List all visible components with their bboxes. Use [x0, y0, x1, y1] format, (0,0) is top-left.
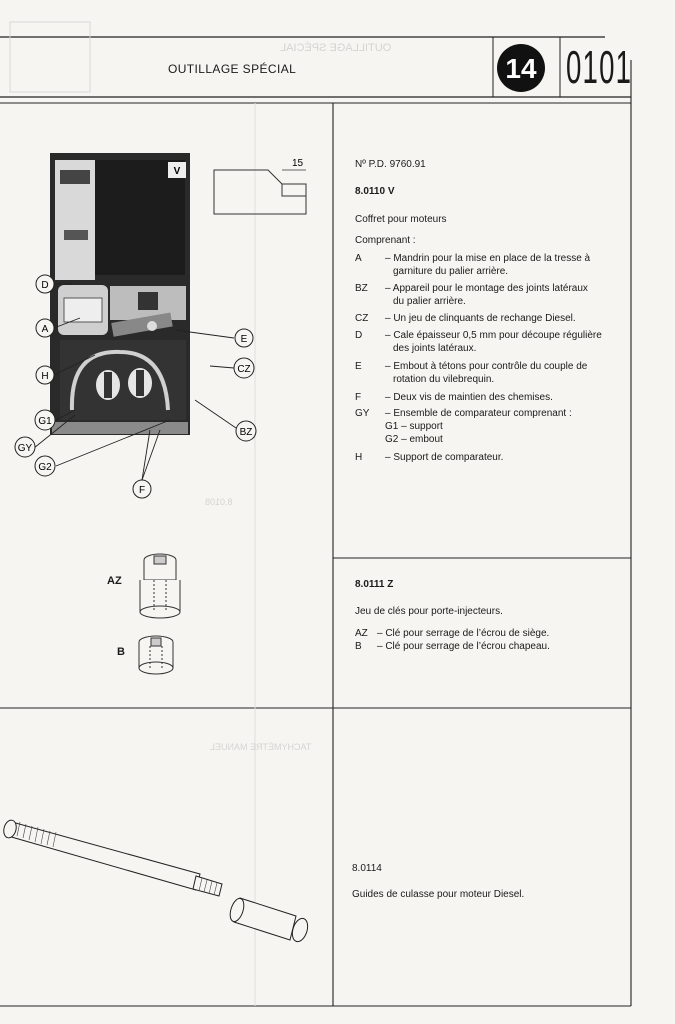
list-item-az: AZ – Clé pour serrage de l’écrou de siège.: [355, 628, 550, 639]
tool-case-illustration: [0, 0, 333, 1006]
case-label: V: [173, 166, 181, 177]
section-3-code: 8.0114: [352, 863, 382, 874]
list-item-b: B – Clé pour serrage de l’écrou chapeau.: [355, 641, 550, 652]
reference-number: Nº P.D. 9760.91: [355, 159, 426, 170]
section-1-code: 8.0110 V: [355, 186, 395, 197]
callout-gy: GY: [17, 443, 33, 454]
bleed-through-title: OUTILLAGE SPÉCIAL: [280, 42, 392, 54]
callout-e: E: [240, 334, 248, 345]
tool-label-b: B: [117, 646, 125, 658]
cylinder-head-guide-drawing: [2, 819, 310, 944]
section-1-comprising: Comprenant :: [355, 235, 416, 246]
chapter-number: 14: [505, 53, 537, 84]
list-item-cz: CZ – Un jeu de clinquants de rechange Diesel.: [355, 313, 576, 324]
key-az-drawing: [140, 554, 180, 618]
section-3-title: Guides de culasse pour moteur Diesel.: [352, 889, 525, 900]
section-2-code: 8.0111 Z: [355, 579, 394, 590]
key-b-drawing: [139, 636, 173, 674]
bleed-through-heading: TACHYMÈTRE MANUEL: [210, 742, 312, 752]
list-item-bz: BZ – Appareil pour le montage des joints latéraux du palier arrière.: [355, 283, 588, 307]
callout-g1: G1: [38, 416, 52, 427]
tool-label-az: AZ: [107, 575, 122, 587]
list-item-d: D – Cale épaisseur 0,5 mm pour découpe régulière des joints latéraux.: [355, 330, 602, 354]
document-code: 0101: [566, 41, 633, 93]
list-item-gy: GY – Ensemble de comparateur comprenant :: [355, 408, 572, 419]
sub-item-g2: G2 – embout: [385, 434, 443, 445]
chapter-badge: [493, 40, 549, 96]
bleed-through-code: 8.0108: [205, 497, 233, 507]
section-1-title: Coffret pour moteurs: [355, 214, 447, 225]
callout-g2: G2: [38, 462, 52, 473]
callout-h: H: [41, 371, 49, 382]
callout-bz: BZ: [239, 427, 253, 438]
callout-d: D: [41, 280, 49, 291]
section-2-title: Jeu de clés pour porte-injecteurs.: [355, 606, 503, 617]
callout-f: F: [138, 485, 146, 496]
page-title: OUTILLAGE SPÉCIAL: [168, 62, 297, 76]
dimension-sketch: [214, 158, 306, 214]
dimension-label: 15: [292, 158, 304, 169]
list-item-a: A – Mandrin pour la mise en place de la tresse à garniture du palier arrière.: [355, 253, 591, 277]
callout-a: A: [41, 324, 49, 335]
list-item-h: H – Support de comparateur.: [355, 452, 504, 463]
list-item-e: E – Embout à tétons pour contrôle du couple de rotation du vilebrequin.: [355, 361, 588, 385]
list-item-f: F – Deux vis de maintien des chemises.: [355, 392, 553, 403]
callout-cz: CZ: [237, 364, 251, 375]
sub-item-g1: G1 – support: [385, 421, 443, 432]
